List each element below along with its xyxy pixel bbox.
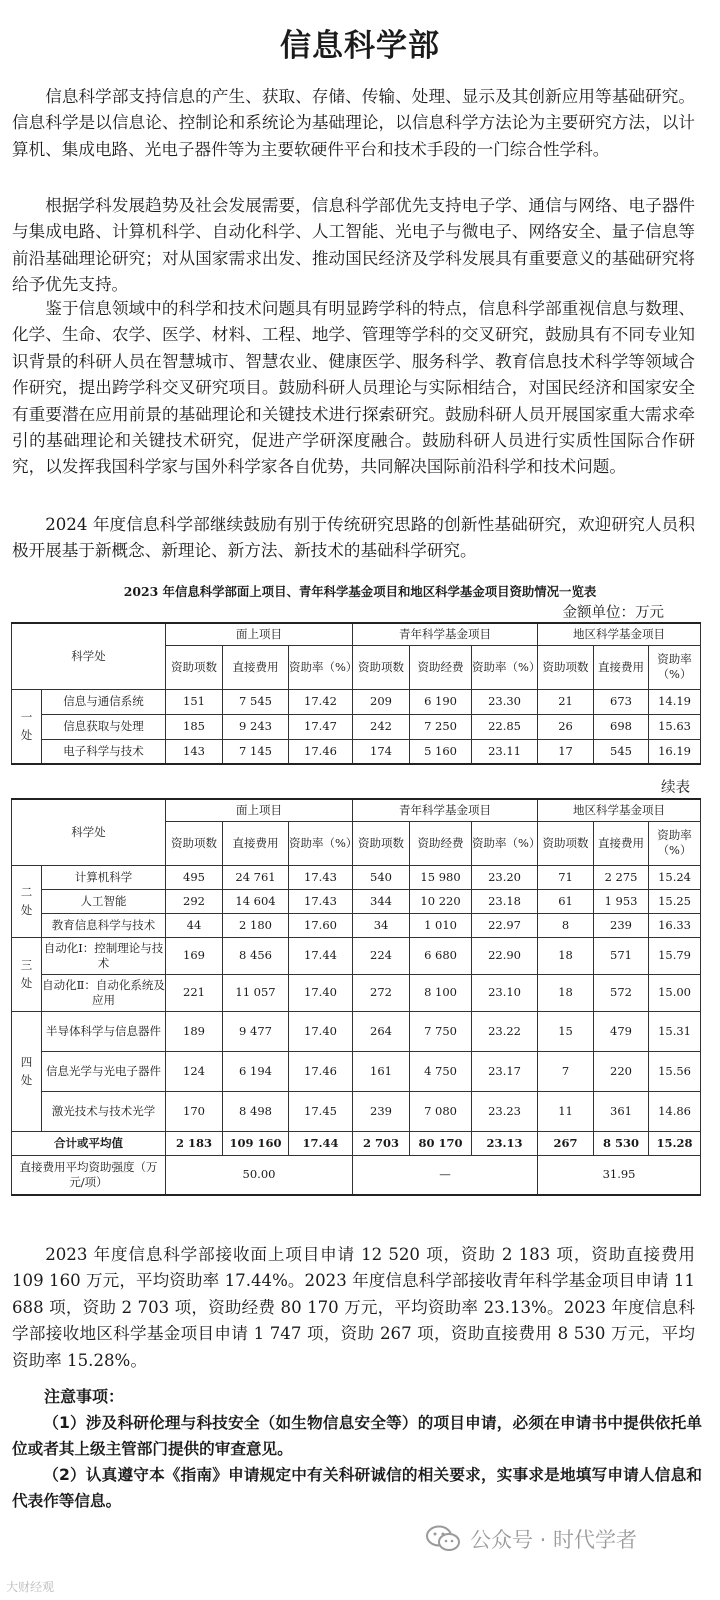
group-label-text: 四处 — [20, 1055, 33, 1087]
row-name: 电子科学与技术 — [42, 739, 166, 764]
header-group-general: 面上项目 — [166, 799, 353, 821]
intro-paragraph-2: 根据学科发展趋势及社会发展需要，信息科学部优先支持电子学、通信与网络、电子器件与集成电路、计算机科学、自动化科学、人工智能、光电子与微电子、网络安全、量子信息等前沿基础理论研究；对从国家需求出发、推动国民经济及学科发展具有重要意义的基础研究将给予优先支持。 — [12, 196, 695, 295]
page-title: 信息科学部 — [280, 28, 440, 64]
table-cell: 17.44 — [289, 1131, 353, 1155]
table-cell: 11 057 — [223, 974, 289, 1011]
row-name: 信息光学与光电子器件 — [42, 1051, 166, 1091]
group-label-text: 三处 — [20, 958, 33, 990]
table-cell: 16.19 — [649, 739, 701, 764]
table-cell: 50.00 — [166, 1155, 353, 1195]
table-cell: 209 — [353, 689, 410, 714]
table-cell: 109 160 — [223, 1131, 289, 1155]
table-cell: 80 170 — [410, 1131, 472, 1155]
table-cell: 17.40 — [289, 974, 353, 1011]
table-cell: 344 — [353, 889, 410, 913]
header-sub: 资助率（%） — [649, 645, 701, 689]
table-row — [12, 937, 701, 974]
table-row — [12, 913, 701, 937]
table-row — [12, 1091, 701, 1131]
table-cell: 6 680 — [410, 937, 472, 974]
table-cell: 17.46 — [289, 1051, 353, 1091]
table-cell: 23.10 — [472, 974, 538, 1011]
table-cell: 17.43 — [289, 865, 353, 889]
table-cell: 15.24 — [649, 865, 701, 889]
table-cell: 221 — [166, 974, 223, 1011]
table-row — [12, 865, 701, 889]
table-cell: 15 — [538, 1011, 594, 1051]
row-name: 计算机科学 — [42, 865, 166, 889]
table-cell: 17.45 — [289, 1091, 353, 1131]
intro-paragraph-3: 鉴于信息领域中的科学和技术问题具有明显跨学科的特点，信息科学部重视信息与数理、化学、生命、农学、医学、材料、工程、地学、管理等学科的交叉研究，鼓励具有不同专业知识背景的科研人员在智慧城市、智慧农业、健康医学、服务科学、教育信息技术科学等领域合作研究，提出跨学科交叉研究项目。鼓励科研人员理论与实际相结合，对国民经济和国家安全有重要潜在应用前景的基础理论和关键技术进行探索研究。鼓励科研人员开展国家重大需求牵引的基础理论和关键技术研究，促进产学研深度融合。鼓励科研人员进行实质性国际合作研究，以发挥我国科学家与国外科学家各自优势，共同解决国际前沿科学和技术问题。 — [12, 299, 695, 477]
table-cell: 239 — [353, 1091, 410, 1131]
summary-paragraph: 2023 年度信息科学部接收面上项目申请 12 520 项，资助 2 183 项，资助直接费用 109 160 万元，平均资助率 17.44%。2023 年度信息科学部接收青年科学基金项目申请 11 688 项，资助 2 703 项，资助经费 80 170 万元，平均资助率 23.13%。2023 年度信息科学部接收地区科学基金项目申请 1 747 项，资助 267 项，资助直接费用 8 530 万元，平均资助率 15.28%。 — [12, 1245, 695, 1370]
header-sub: 资助率（%） — [649, 821, 701, 865]
table-cell: 7 145 — [223, 739, 289, 764]
header-sub: 资助率（%） — [472, 821, 538, 865]
table-cell: 572 — [594, 974, 649, 1011]
table-cell: 7 — [538, 1051, 594, 1091]
table-row — [12, 714, 701, 739]
table-cell: 267 — [538, 1131, 594, 1155]
table-row-total — [12, 1131, 701, 1155]
table-cell: 17 — [538, 739, 594, 764]
group-label — [12, 689, 42, 764]
table-cell: 7 080 — [410, 1091, 472, 1131]
table-cell: 11 — [538, 1091, 594, 1131]
header-sub: 资助率（%） — [289, 821, 353, 865]
row-name: 信息与通信系统 — [42, 689, 166, 714]
table-cell: 698 — [594, 714, 649, 739]
table-row — [12, 689, 701, 714]
header-sub: 资助项数 — [538, 645, 594, 689]
table-cell: 17.47 — [289, 714, 353, 739]
table-cell: 22.97 — [472, 913, 538, 937]
table-cell: 15.00 — [649, 974, 701, 1011]
note-item-2: （2）认真遵守本《指南》申请规定中有关科研诚信的相关要求，实事求是地填写申请人信息和代表作等信息。 — [12, 1466, 702, 1510]
table-cell: 2 180 — [223, 913, 289, 937]
header-sub: 资助经费 — [410, 645, 472, 689]
table-cell: 174 — [353, 739, 410, 764]
table-row — [12, 1011, 701, 1051]
group-label-text: 一处 — [20, 710, 33, 743]
header-sub: 直接费用 — [594, 645, 649, 689]
table-cell: 7 545 — [223, 689, 289, 714]
wechat-icon — [426, 1525, 460, 1553]
table-cell: — — [353, 1155, 538, 1195]
watermark-left: 大财经观 — [6, 1580, 55, 1594]
intro-paragraph-1: 信息科学部支持信息的产生、获取、存储、传输、处理、显示及其创新应用等基础研究。信息科学是以信息论、控制论和系统论为基础理论，以信息科学方法论为主要研究方法，以计算机、集成电路、光电子器件等为主要软硬件平台和技术手段的一门综合性学科。 — [12, 87, 695, 159]
table-cell: 540 — [353, 865, 410, 889]
row-name: 激光技术与技术光学 — [42, 1091, 166, 1131]
table-cell: 8 100 — [410, 974, 472, 1011]
row-name: 自动化Ⅱ：自动化系统及应用 — [42, 974, 166, 1011]
notes-heading: 注意事项： — [44, 1387, 125, 1406]
table-cell: 239 — [594, 913, 649, 937]
table-cell: 361 — [594, 1091, 649, 1131]
row-name: 人工智能 — [42, 889, 166, 913]
group-label — [12, 865, 42, 937]
table-caption: 2023 年信息科学部面上项目、青年科学基金项目和地区科学基金项目资助情况一览表 — [123, 584, 597, 599]
watermark-text: 公众号 · 时代学者 — [470, 1528, 638, 1552]
table-continued-label: 续表 — [661, 780, 690, 796]
table-cell: 16.33 — [649, 913, 701, 937]
table-cell: 18 — [538, 974, 594, 1011]
header-sub: 资助项数 — [166, 645, 223, 689]
header-sub: 资助率（%） — [289, 645, 353, 689]
group-label — [12, 937, 42, 1011]
table-cell: 143 — [166, 739, 223, 764]
table-cell: 8 — [538, 913, 594, 937]
header-sub: 资助项数 — [538, 821, 594, 865]
note-item-1: （1）涉及科研伦理与科技安全（如生物信息安全等）的项目申请，必须在申请书中提供依托单位或者其上级主管部门提供的审查意见。 — [12, 1414, 702, 1458]
table-cell: 24 761 — [223, 865, 289, 889]
header-group-youth: 青年科学基金项目 — [353, 799, 538, 821]
table-cell: 10 220 — [410, 889, 472, 913]
table-cell: 224 — [353, 937, 410, 974]
row-name: 教育信息科学与技术 — [42, 913, 166, 937]
group-label-text: 二处 — [20, 885, 33, 917]
table-cell: 17.60 — [289, 913, 353, 937]
table-cell: 23.30 — [472, 689, 538, 714]
table-cell: 22.90 — [472, 937, 538, 974]
table-cell: 17.44 — [289, 937, 353, 974]
table-row-avg — [12, 1155, 701, 1195]
table-cell: 170 — [166, 1091, 223, 1131]
header-sub: 资助项数 — [353, 645, 410, 689]
table-cell: 61 — [538, 889, 594, 913]
header-group-youth: 青年科学基金项目 — [353, 623, 538, 645]
table-cell: 2 275 — [594, 865, 649, 889]
funding-table-part1 — [11, 622, 701, 765]
table-cell: 9 243 — [223, 714, 289, 739]
table-cell: 1 953 — [594, 889, 649, 913]
table-row — [12, 1051, 701, 1091]
table-cell: 242 — [353, 714, 410, 739]
row-name: 自动化Ⅰ：控制理论与技术 — [42, 937, 166, 974]
table-cell: 15.31 — [649, 1011, 701, 1051]
row-name: 半导体科学与信息器件 — [42, 1011, 166, 1051]
table-cell: 571 — [594, 937, 649, 974]
table-cell: 124 — [166, 1051, 223, 1091]
table-cell: 15.28 — [649, 1131, 701, 1155]
table-cell: 8 456 — [223, 937, 289, 974]
table-cell: 15.25 — [649, 889, 701, 913]
header-dept: 科学处 — [12, 799, 166, 865]
header-sub: 直接费用 — [594, 821, 649, 865]
table-cell: 15.63 — [649, 714, 701, 739]
table-cell: 6 194 — [223, 1051, 289, 1091]
table-cell: 17.46 — [289, 739, 353, 764]
table-cell: 220 — [594, 1051, 649, 1091]
table-cell: 17.42 — [289, 689, 353, 714]
table-cell: 23.18 — [472, 889, 538, 913]
header-group-regional: 地区科学基金项目 — [538, 799, 701, 821]
table-cell: 2 183 — [166, 1131, 223, 1155]
table-cell: 8 530 — [594, 1131, 649, 1155]
table-cell: 23.22 — [472, 1011, 538, 1051]
header-sub: 直接费用 — [223, 645, 289, 689]
table-cell: 21 — [538, 689, 594, 714]
table-cell: 479 — [594, 1011, 649, 1051]
table-cell: 26 — [538, 714, 594, 739]
table-cell: 673 — [594, 689, 649, 714]
table-cell: 189 — [166, 1011, 223, 1051]
table-row — [12, 739, 701, 764]
table-cell: 495 — [166, 865, 223, 889]
table-cell: 6 190 — [410, 689, 472, 714]
table-cell: 14.19 — [649, 689, 701, 714]
table-cell: 161 — [353, 1051, 410, 1091]
header-group-general: 面上项目 — [166, 623, 353, 645]
table-cell: 264 — [353, 1011, 410, 1051]
header-sub: 资助项数 — [353, 821, 410, 865]
header-group-regional: 地区科学基金项目 — [538, 623, 701, 645]
group-label — [12, 1011, 42, 1131]
table-cell: 7 250 — [410, 714, 472, 739]
intro-paragraph-4: 2024 年度信息科学部继续鼓励有别于传统研究思路的创新性基础研究，欢迎研究人员积极开展基于新概念、新理论、新方法、新技术的基础科学研究。 — [12, 515, 695, 561]
table-cell: 5 160 — [410, 739, 472, 764]
table-cell: 1 010 — [410, 913, 472, 937]
row-name: 信息获取与处理 — [42, 714, 166, 739]
table-cell: 34 — [353, 913, 410, 937]
table-cell: 18 — [538, 937, 594, 974]
table-cell: 185 — [166, 714, 223, 739]
table-cell: 2 703 — [353, 1131, 410, 1155]
header-sub: 资助项数 — [166, 821, 223, 865]
table-cell: 23.17 — [472, 1051, 538, 1091]
table-cell: 44 — [166, 913, 223, 937]
table-cell: 23.13 — [472, 1131, 538, 1155]
table-cell: 17.43 — [289, 889, 353, 913]
table-cell: 23.11 — [472, 739, 538, 764]
table-cell: 15 980 — [410, 865, 472, 889]
header-sub: 资助经费 — [410, 821, 472, 865]
table-cell: 31.95 — [538, 1155, 701, 1195]
table-cell: 15.56 — [649, 1051, 701, 1091]
avg-label: 直接费用平均资助强度（万元/项） — [12, 1155, 166, 1195]
table-cell: 169 — [166, 937, 223, 974]
total-label: 合计或平均值 — [12, 1131, 166, 1155]
table-cell: 22.85 — [472, 714, 538, 739]
table-cell: 8 498 — [223, 1091, 289, 1131]
table-cell: 9 477 — [223, 1011, 289, 1051]
table-cell: 292 — [166, 889, 223, 913]
table-cell: 4 750 — [410, 1051, 472, 1091]
table-unit: 金额单位：万元 — [562, 605, 664, 621]
table-cell: 14 604 — [223, 889, 289, 913]
watermark-wechat — [426, 1524, 637, 1554]
table-cell: 272 — [353, 974, 410, 1011]
table-cell: 17.40 — [289, 1011, 353, 1051]
table-cell: 23.23 — [472, 1091, 538, 1131]
table-row — [12, 974, 701, 1011]
table-cell: 71 — [538, 865, 594, 889]
table-cell: 151 — [166, 689, 223, 714]
table-cell: 7 750 — [410, 1011, 472, 1051]
header-sub: 直接费用 — [223, 821, 289, 865]
table-cell: 14.86 — [649, 1091, 701, 1131]
table-cell: 15.79 — [649, 937, 701, 974]
table-row — [12, 889, 701, 913]
table-cell: 545 — [594, 739, 649, 764]
table-cell: 23.20 — [472, 865, 538, 889]
header-sub: 资助率（%） — [472, 645, 538, 689]
header-dept: 科学处 — [12, 623, 166, 689]
funding-table-part2 — [11, 798, 701, 1196]
